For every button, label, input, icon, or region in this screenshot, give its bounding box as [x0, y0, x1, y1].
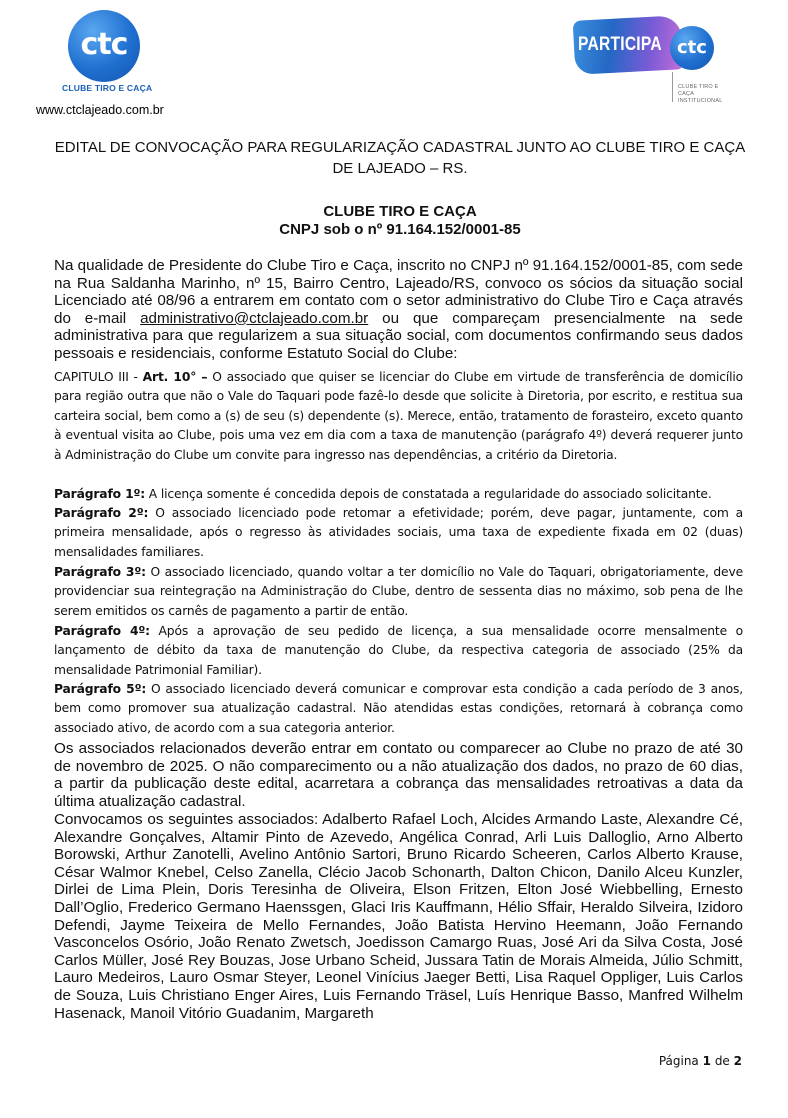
ctc-logo: [62, 10, 153, 93]
website-link[interactable]: www.ctclajeado.com.br: [36, 103, 164, 117]
participa-logo: [574, 14, 734, 106]
organization-name: CLUBE TIRO E CAÇA: [323, 203, 477, 220]
participa-word: PARTICIPA: [578, 34, 662, 55]
participa-caption: CLUBE TIRO E CAÇA INSTITUCIONAL: [678, 84, 723, 104]
members-paragraph: Convocamos os seguintes associados: Adalberto Rafael Loch, Alcides Armando Laste, Alexandre Cé, Alexandre Gonçalves, Altamir Pinto de Azevedo, Angélica Conrad, Arli Luis Dalloglio, Arno Alberto Borowski, Arthur Zanotelli, Avelino Antônio Sartori, Bruno Ricardo Scheeren, Carlos Alberto Krause, César Walmor Knebel, Celso Zanella, Clécio Jacob Schonarth, Dalton Chicon, Danilo Alceu Kunzler, Dirlei de Lima Plein, Doris Teresinha de Oliveira, Elson Fritzen, Elton José Wiebbelling, Ernesto Dall’Oglio, Frederico Germano Haenssgen, Glaci Iris Kauffmann, Hélio Sffair, Heraldo Silveira, Izidoro Defendi, Jayme Teixeira de Mello Fernandes, João Batista Hervino Heemann, João Fernando Vasconcelos Osório, João Renato Zwetsch, Joedisson Camargo Ruas, José Ari da Silva Costa, José Carlos Müller, José Rey Bouzas, Jose Urbano Scheid, Jussara Tatin de Morais Almeida, Júlio Schmitt, Lauro Medeiros, Lauro Osmar Steyer, Leonel Vinícius Jaeger Betti, Lisa Raquel Oppliger, Luis Carlos de Souza, Luis Christiano Enger Aires, Luis Fernando Träsel, Luís Henrique Basso, Manfred Wilhelm Hasenack, Manoil Vitório Guadanim, Margareth: [54, 811, 743, 1022]
paragraph-5: Parágrafo 5º: O associado licenciado deverá comunicar e comprovar esta condição a cada período de 3 anos, bem como promover sua atualização cadastral. Não atendidas estas condições, retornará à cobrança como associado ativo, de acordo com a sua categoria anterior.: [54, 682, 744, 735]
participa-ctc-circle: ctc: [670, 26, 714, 70]
ctc-logo-circle: ctc: [68, 10, 140, 82]
email-link[interactable]: administrativo@ctclajeado.com.br: [140, 309, 369, 327]
page-number: Página 1 de 2: [658, 1054, 742, 1068]
deadline-paragraph: Os associados relacionados deverão entrar em contato ou comparecer ao Clube no prazo de até 30 de novembro de 2025. O não comparecimento ou a não atualização dos dados, no prazo de 60 dias, a partir da publicação deste edital, acarretara a cobrança das mensalidades retroativas a data da última atualização cadastral.: [54, 740, 743, 810]
organization-heading: [50, 203, 750, 239]
document-title: EDITAL DE CONVOCAÇÃO PARA REGULARIZAÇÃO CADASTRAL JUNTO AO CLUBE TIRO E CAÇA DE LAJEADO – RS.: [54, 139, 746, 177]
article-10: CAPITULO III - Art. 10° – O associado que quiser se licenciar do Clube em virtude de transferência de domicílio para região outra que não o Vale do Taquari pode fazê-lo desde que solicite à Diretoria, por escrito, e restitua sua carteira social, bem como a (s) de seu (s) dependente (s). Merece, então, tratamento de forasteiro, exceto quanto à eventual visita ao Clube, pois uma vez em dia com a taxa de manutenção (parágrafo 4º) deverá requerer junto à Administração do Clube um convite para ingresso nas dependências, a critério da Diretoria.: [54, 370, 743, 462]
participa-divider: [672, 72, 673, 102]
paragraph-2: Parágrafo 2º: O associado licenciado pode retomar a efetividade; porém, deve pagar, juntamente, com a primeira mensalidade, após o regresso às atividades sociais, uma taxa de expediente fixada em 02 (duas) mensalidades familiares.: [54, 506, 744, 559]
paragraph-1: Parágrafo 1º: A licença somente é concedida depois de constatada a regularidade do associado solicitante.: [54, 487, 712, 501]
paragraph-3: Parágrafo 3º: O associado licenciado, quando voltar a ter domicílio no Vale do Taquari, obrigatoriamente, deve providenciar sua reintegração na Administração do Clube, dentro de sessenta dias no máximo, sob pena de lhe serem emitidos os carnês de pagamento a partir de então.: [54, 565, 743, 618]
intro-paragraph: Na qualidade de Presidente do Clube Tiro e Caça, inscrito no CNPJ nº 91.164.152/0001-85, com sede na Rua Saldanha Marinho, nº 15, Bairro Centro, Lajeado/RS, convoco os sócios da situação social Licenciado até 08/96 a entrarem em contato com o setor administrativo do Clube Tiro e Caça através do e-mail administrativo@ctclajeado.com.br ou que compareçam presencialmente na sede administrativa para que regularizem a sua situação social, com documentos confirmando seus dados pessoais e residenciais, conforme Estatuto Social do Clube:: [54, 257, 743, 362]
paragraph-4: Parágrafo 4º: Após a aprovação de seu pedido de licença, a sua mensalidade ocorre mensalmente o lançamento de débito da taxa de manutenção do Clube, da respectiva categoria de associado (25% da mensalidade Patrimonial Familiar).: [54, 624, 743, 677]
organization-cnpj: CNPJ sob o nº 91.164.152/0001-85: [279, 221, 521, 238]
ctc-logo-caption: CLUBE TIRO E CAÇA: [62, 83, 153, 93]
